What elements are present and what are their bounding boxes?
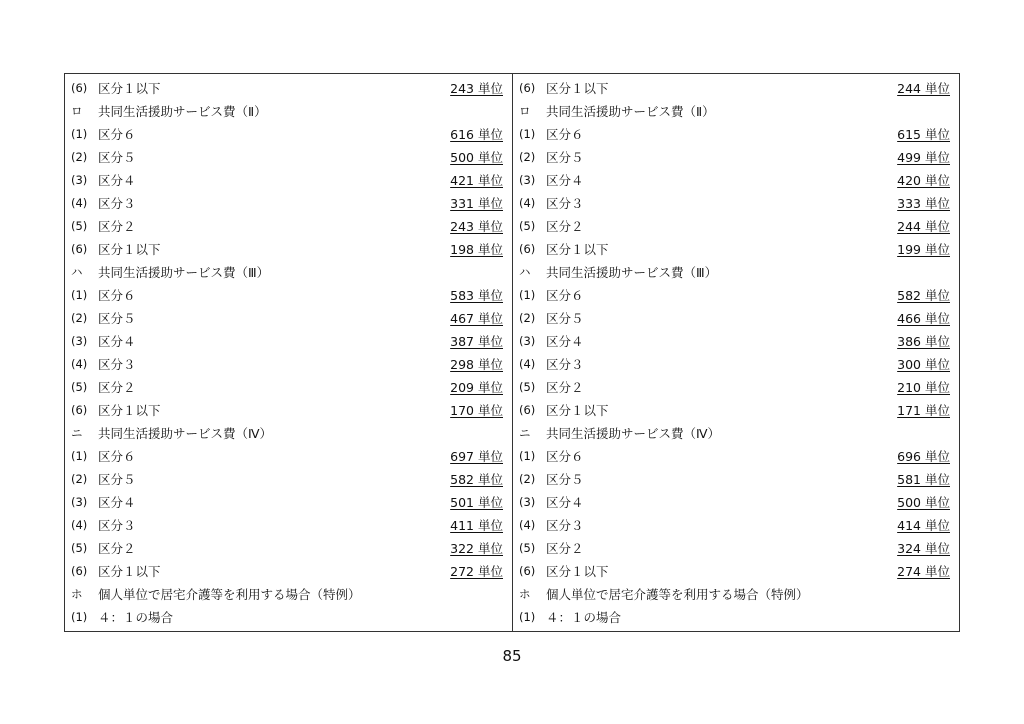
item-label: 区分４ (546, 173, 584, 188)
item-marker: (3) (519, 334, 536, 348)
table-row (65, 399, 512, 422)
unit-value: 199 単位 (897, 242, 950, 257)
unit-value: 244 単位 (897, 81, 950, 96)
item-label: 区分６ (98, 288, 136, 303)
unit-value: 467 単位 (450, 311, 503, 326)
item-label: 区分５ (546, 472, 584, 487)
item-marker: ニ (71, 426, 83, 440)
item-label: 区分４ (98, 334, 136, 349)
unit-value: 387 単位 (450, 334, 503, 349)
item-label: 区分３ (546, 196, 584, 211)
table-row (65, 192, 512, 215)
item-marker: ホ (71, 587, 83, 601)
item-label: ４：１の場合 (98, 610, 174, 625)
item-marker: ロ (519, 104, 531, 118)
item-label: 共同生活援助サービス費（Ⅱ） (546, 104, 715, 119)
item-label: 区分６ (546, 288, 584, 303)
unit-value: 581 単位 (897, 472, 950, 487)
item-marker: (3) (71, 495, 88, 509)
item-marker: (4) (71, 357, 88, 371)
item-label: 区分１以下 (546, 242, 609, 257)
page-number: 85 (502, 647, 522, 665)
unit-value: 582 単位 (897, 288, 950, 303)
item-marker: (5) (71, 541, 88, 555)
table-row (65, 146, 512, 169)
unit-value: 697 単位 (450, 449, 503, 464)
item-marker: (2) (519, 311, 536, 325)
unit-value: 243 単位 (450, 219, 503, 234)
item-label: 区分３ (98, 357, 136, 372)
item-marker: ロ (71, 104, 83, 118)
unit-value: 209 単位 (450, 380, 503, 395)
unit-value: 616 単位 (450, 127, 503, 142)
unit-value: 386 単位 (897, 334, 950, 349)
table-row (65, 468, 512, 491)
item-marker: (1) (519, 127, 536, 141)
unit-value: 300 単位 (897, 357, 950, 372)
unit-value: 210 単位 (897, 380, 950, 395)
item-marker: (6) (519, 564, 536, 578)
item-marker: (1) (519, 449, 536, 463)
item-marker: (6) (71, 403, 88, 417)
table-row (513, 261, 959, 284)
table-row (65, 123, 512, 146)
unit-value: 421 単位 (450, 173, 503, 188)
item-label: 区分３ (546, 518, 584, 533)
unit-value: 331 単位 (450, 196, 503, 211)
table-row (513, 77, 959, 100)
item-marker: (4) (519, 357, 536, 371)
item-marker: (2) (71, 472, 88, 486)
item-marker: (5) (519, 380, 536, 394)
table-row (513, 238, 959, 261)
unit-value: 499 単位 (897, 150, 950, 165)
item-label: 区分３ (546, 357, 584, 372)
item-label: 区分２ (546, 380, 584, 395)
item-label: 区分１以下 (98, 242, 161, 257)
table-row (65, 215, 512, 238)
item-marker: (2) (71, 311, 88, 325)
item-marker: (3) (519, 173, 536, 187)
item-label: 共同生活援助サービス費（Ⅲ） (546, 265, 718, 280)
unit-value: 414 単位 (897, 518, 950, 533)
unit-value: 322 単位 (450, 541, 503, 556)
table-row (65, 100, 512, 123)
item-label: 区分２ (546, 541, 584, 556)
item-label: 区分５ (98, 311, 136, 326)
item-marker: (5) (71, 380, 88, 394)
item-marker: (3) (519, 495, 536, 509)
item-marker: (5) (71, 219, 88, 233)
table-row (65, 307, 512, 330)
table-row (65, 491, 512, 514)
item-marker: (6) (71, 81, 88, 95)
item-label: 区分１以下 (98, 81, 161, 96)
item-marker: (1) (519, 288, 536, 302)
item-marker: (4) (71, 518, 88, 532)
item-marker: (5) (519, 541, 536, 555)
table-row (65, 376, 512, 399)
item-marker: (1) (71, 288, 88, 302)
table-row (65, 353, 512, 376)
item-label: 区分４ (98, 173, 136, 188)
table-row (65, 169, 512, 192)
item-label: 区分６ (546, 127, 584, 142)
table-row (513, 307, 959, 330)
table-row (65, 284, 512, 307)
unit-value: 324 単位 (897, 541, 950, 556)
item-label: 個人単位で居宅介護等を利用する場合（特例） (98, 587, 361, 602)
unit-value: 298 単位 (450, 357, 503, 372)
item-label: 区分６ (98, 127, 136, 142)
table-row (513, 353, 959, 376)
item-marker: (5) (519, 219, 536, 233)
item-label: 区分６ (546, 449, 584, 464)
item-label: 共同生活援助サービス費（Ⅱ） (98, 104, 267, 119)
item-marker: (4) (519, 518, 536, 532)
item-marker: (1) (519, 610, 536, 624)
item-marker: (2) (71, 150, 88, 164)
item-marker: (6) (519, 81, 536, 95)
item-label: 区分１以下 (98, 403, 161, 418)
item-label: 区分１以下 (546, 81, 609, 96)
table-row (513, 514, 959, 537)
item-marker: (4) (519, 196, 536, 210)
left-column (65, 74, 513, 631)
item-marker: ニ (519, 426, 531, 440)
table-row (513, 284, 959, 307)
unit-value: 170 単位 (450, 403, 503, 418)
item-label: 区分６ (98, 449, 136, 464)
item-label: 区分２ (98, 541, 136, 556)
table-row (513, 445, 959, 468)
item-marker: (6) (519, 403, 536, 417)
item-label: 区分４ (546, 334, 584, 349)
table-row (513, 192, 959, 215)
item-marker: (3) (71, 173, 88, 187)
unit-value: 583 単位 (450, 288, 503, 303)
table-row (65, 537, 512, 560)
unit-value: 501 単位 (450, 495, 503, 510)
item-label: 共同生活援助サービス費（Ⅳ） (98, 426, 273, 441)
table-row (513, 123, 959, 146)
unit-value: 333 単位 (897, 196, 950, 211)
item-label: 区分３ (98, 196, 136, 211)
unit-value: 500 単位 (450, 150, 503, 165)
item-label: 区分２ (98, 380, 136, 395)
table-row (65, 583, 512, 606)
unit-value: 466 単位 (897, 311, 950, 326)
item-marker: (1) (71, 449, 88, 463)
unit-value: 244 単位 (897, 219, 950, 234)
item-label: 区分１以下 (546, 564, 609, 579)
unit-value: 500 単位 (897, 495, 950, 510)
table-row (513, 376, 959, 399)
item-label: 区分５ (546, 311, 584, 326)
table-row (513, 491, 959, 514)
item-marker: (6) (71, 242, 88, 256)
item-marker: (1) (71, 610, 88, 624)
item-label: 区分５ (98, 150, 136, 165)
unit-value: 615 単位 (897, 127, 950, 142)
item-marker: (6) (71, 564, 88, 578)
table-row (65, 422, 512, 445)
table-row (65, 238, 512, 261)
unit-value: 274 単位 (897, 564, 950, 579)
item-label: 個人単位で居宅介護等を利用する場合（特例） (546, 587, 809, 602)
item-marker: ハ (519, 265, 531, 279)
table-row (513, 560, 959, 583)
unit-value: 420 単位 (897, 173, 950, 188)
table-row (513, 169, 959, 192)
table-row (65, 77, 512, 100)
item-marker: (3) (71, 334, 88, 348)
table-row (513, 468, 959, 491)
table-row (65, 261, 512, 284)
item-marker: (4) (71, 196, 88, 210)
unit-value: 243 単位 (450, 81, 503, 96)
item-marker: (2) (519, 472, 536, 486)
item-label: 区分２ (546, 219, 584, 234)
comparison-table (64, 73, 960, 632)
item-label: 共同生活援助サービス費（Ⅲ） (98, 265, 270, 280)
table-row (65, 514, 512, 537)
table-row (513, 215, 959, 238)
table-row (513, 583, 959, 606)
table-row (513, 100, 959, 123)
right-column (513, 74, 959, 631)
item-marker: ハ (71, 265, 83, 279)
table-row (513, 146, 959, 169)
item-label: 共同生活援助サービス費（Ⅳ） (546, 426, 721, 441)
unit-value: 582 単位 (450, 472, 503, 487)
item-label: 区分４ (98, 495, 136, 510)
unit-value: 198 単位 (450, 242, 503, 257)
item-label: 区分１以下 (98, 564, 161, 579)
item-label: 区分３ (98, 518, 136, 533)
table-row (513, 422, 959, 445)
unit-value: 411 単位 (450, 518, 503, 533)
item-label: 区分２ (98, 219, 136, 234)
item-label: ４：１の場合 (546, 610, 622, 625)
table-row (65, 560, 512, 583)
unit-value: 272 単位 (450, 564, 503, 579)
item-marker: (1) (71, 127, 88, 141)
item-label: 区分５ (546, 150, 584, 165)
table-row (65, 445, 512, 468)
item-marker: ホ (519, 587, 531, 601)
table-row (513, 537, 959, 560)
table-row (513, 606, 959, 629)
table-row (513, 330, 959, 353)
table-row (65, 330, 512, 353)
item-label: 区分５ (98, 472, 136, 487)
table-row (513, 399, 959, 422)
item-marker: (2) (519, 150, 536, 164)
item-label: 区分４ (546, 495, 584, 510)
item-label: 区分１以下 (546, 403, 609, 418)
item-marker: (6) (519, 242, 536, 256)
table-row (65, 606, 512, 629)
unit-value: 696 単位 (897, 449, 950, 464)
unit-value: 171 単位 (897, 403, 950, 418)
